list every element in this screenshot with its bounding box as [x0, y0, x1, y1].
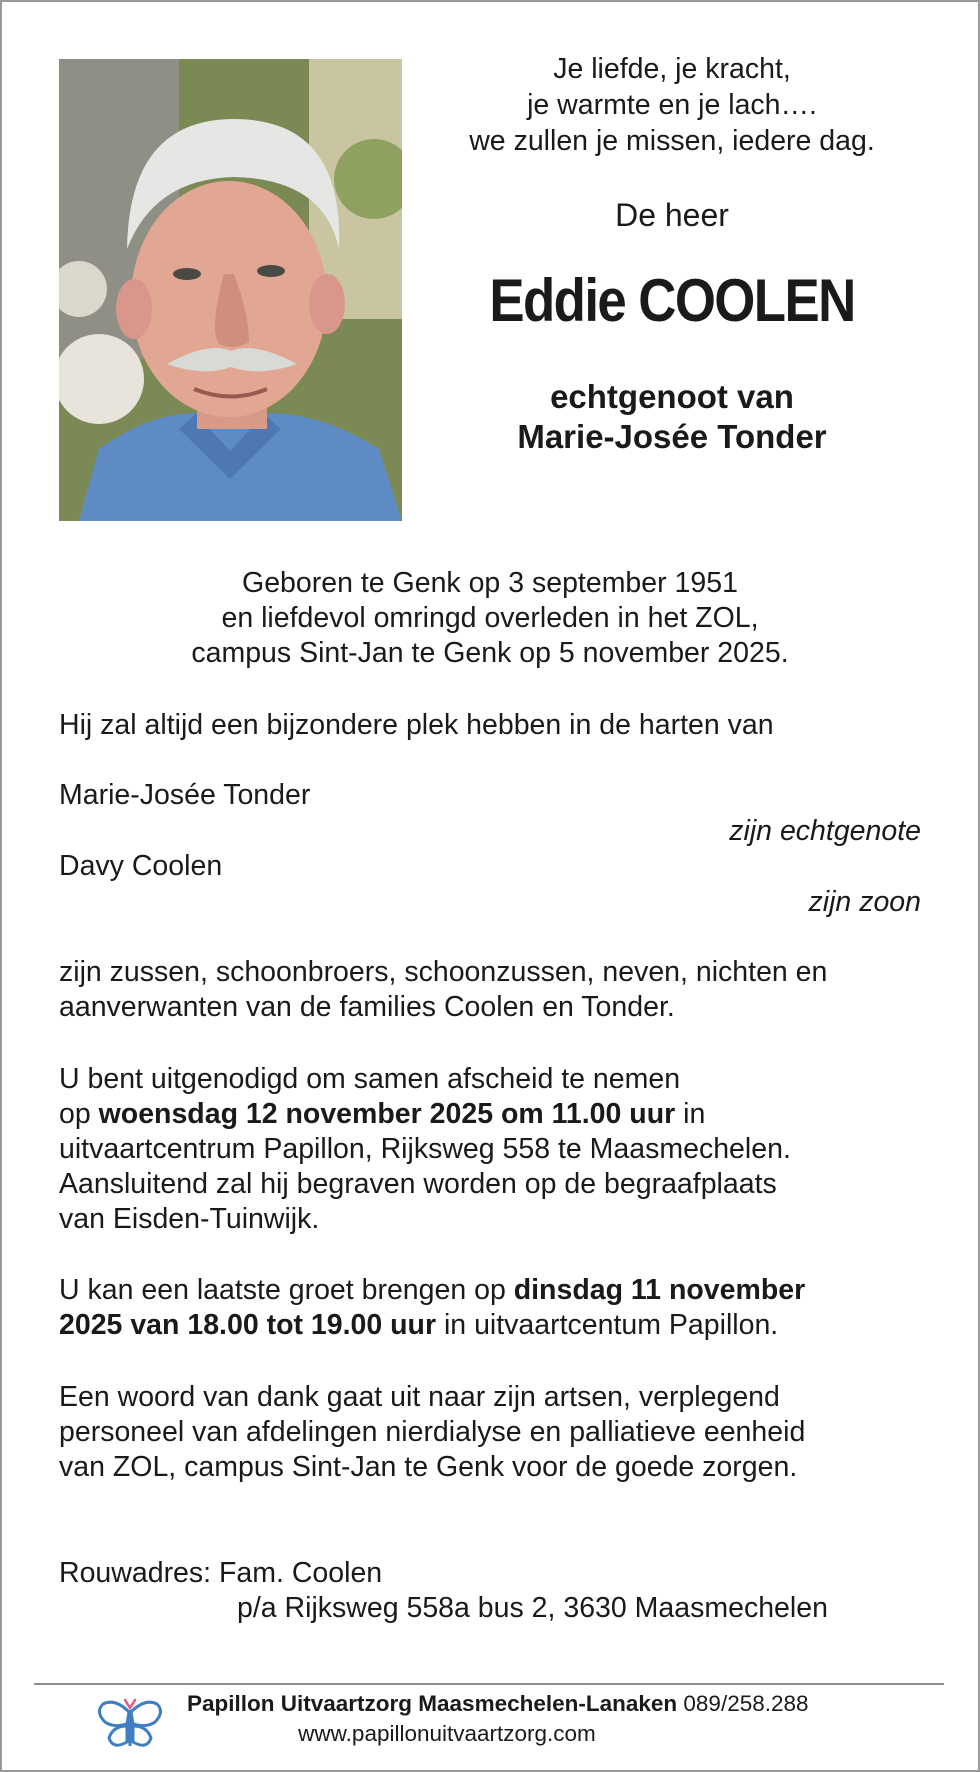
family-member-name-1: Marie-Josée Tonder	[59, 779, 311, 811]
salutation: De heer	[615, 197, 729, 233]
thanks-line-2: personeel van afdelingen nierdialyse en palliatieve eenheid	[59, 1416, 806, 1448]
poem-line-3: we zullen je missen, iedere dag.	[469, 125, 875, 157]
spouse-of-line-1: echtgenoot van	[550, 378, 794, 415]
ceremony-line-2-pre: op	[59, 1098, 99, 1130]
thanks-line-3: van ZOL, campus Sint-Jan te Genk voor de goede zorgen.	[59, 1451, 798, 1483]
visitation-date: dinsdag 11 november	[513, 1274, 806, 1306]
birth-death-line-3: campus Sint-Jan te Genk op 5 november 2025.	[191, 637, 789, 669]
mourning-address-line-1: Rouwadres: Fam. Coolen	[59, 1557, 383, 1589]
family-member-name-2: Davy Coolen	[59, 850, 223, 882]
visitation-line-2	[59, 1308, 778, 1344]
poem-line-1: Je liefde, je kracht,	[553, 53, 791, 85]
visitation-line-1	[59, 1273, 805, 1309]
family-intro: Hij zal altijd een bijzondere plek hebben in de harten van	[59, 709, 774, 741]
birth-death-line-1: Geboren te Genk op 3 september 1951	[242, 567, 738, 599]
footer-phone[interactable]: 089/258.288	[677, 1691, 809, 1716]
footer-website[interactable]: www.papillonuitvaartzorg.com	[298, 1721, 596, 1746]
ceremony-datetime: woensdag 12 november 2025 om 11.00 uur	[98, 1098, 676, 1130]
visitation-time: 2025 van 18.00 tot 19.00 uur	[59, 1309, 437, 1341]
footer-company-line	[187, 1690, 809, 1718]
ceremony-line-2	[59, 1097, 705, 1133]
family-member-relation-1: zijn echtgenote	[729, 815, 921, 847]
ceremony-line-3: uitvaartcentrum Papillon, Rijksweg 558 te Maasmechelen.	[59, 1133, 791, 1165]
deceased-name: Eddie COOLEN	[489, 267, 855, 334]
ceremony-line-5: van Eisden-Tuinwijk.	[59, 1203, 320, 1235]
poem-line-2: je warmte en je lach….	[527, 89, 817, 121]
family-member-relation-2: zijn zoon	[808, 886, 921, 918]
ceremony-line-4: Aansluitend zal hij begraven worden op de begraafplaats	[59, 1168, 777, 1200]
mourning-address-line-2: p/a Rijksweg 558a bus 2, 3630 Maasmechelen	[237, 1592, 828, 1624]
butterfly-logo-icon	[95, 1690, 165, 1752]
spouse-of-line-2: Marie-Josée Tonder	[517, 418, 827, 455]
footer-company: Papillon Uitvaartzorg Maasmechelen-Lanaken	[187, 1691, 678, 1716]
relatives-line-1: zijn zussen, schoonbroers, schoonzussen, neven, nichten en	[59, 956, 828, 988]
visitation-line-2-post: in uitvaartcentum Papillon.	[436, 1309, 779, 1341]
ceremony-line-1: U bent uitgenodigd om samen afscheid te nemen	[59, 1063, 681, 1095]
relatives-line-2: aanverwanten van de families Coolen en Tonder.	[59, 991, 675, 1023]
thanks-line-1: Een woord van dank gaat uit naar zijn artsen, verplegend	[59, 1381, 780, 1413]
footer-divider	[34, 1683, 944, 1685]
birth-death-line-2: en liefdevol omringd overleden in het ZOL,	[221, 602, 759, 634]
portrait-photo	[59, 59, 402, 521]
ceremony-line-2-post: in	[675, 1098, 706, 1130]
visitation-line-1-pre: U kan een laatste groet brengen op	[59, 1274, 514, 1306]
